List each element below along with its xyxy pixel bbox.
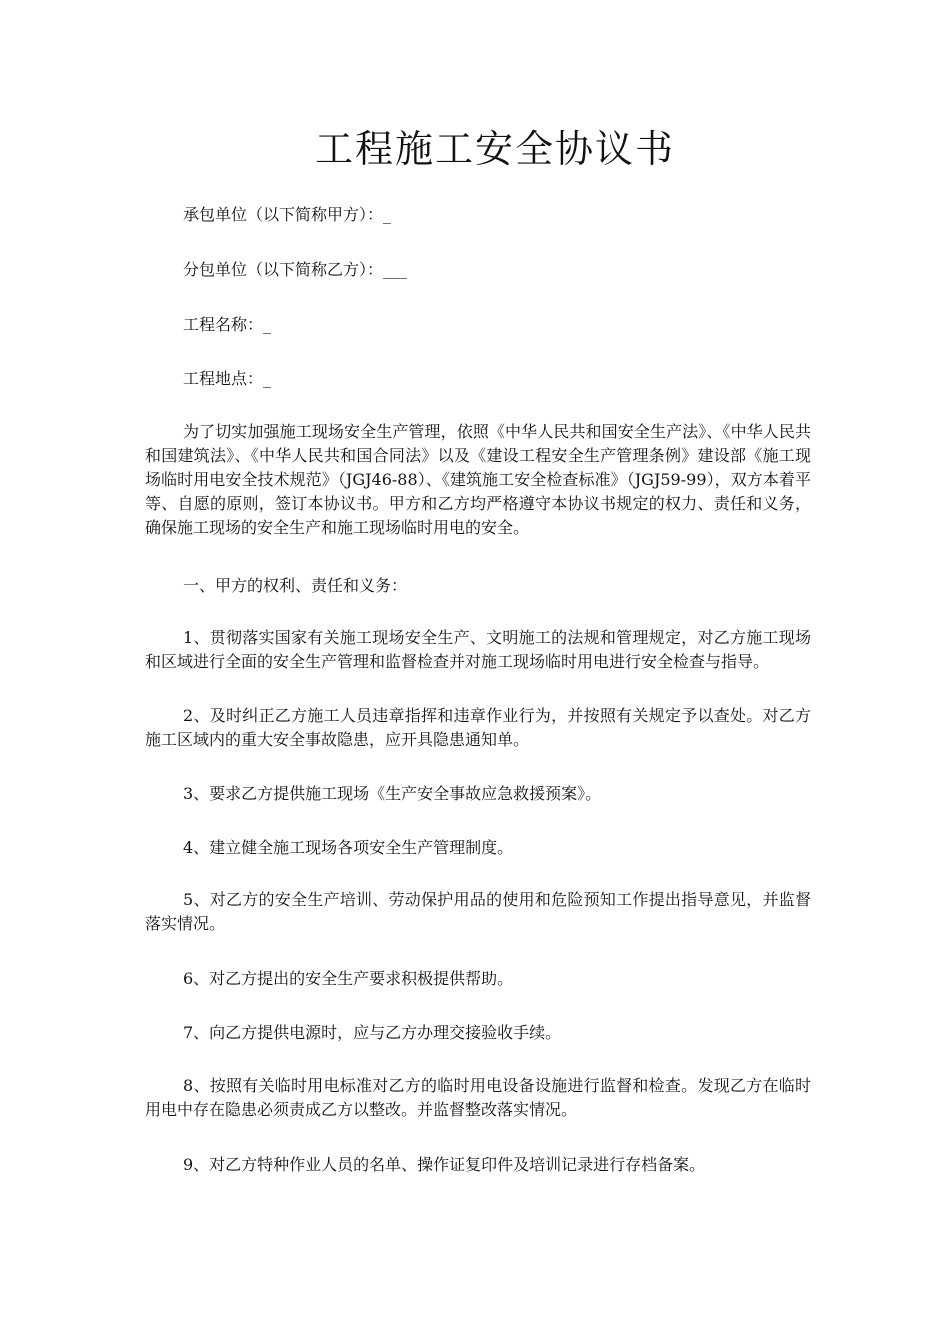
- list-item: 8、按照有关临时用电标准对乙方的临时用电设备设施进行监督和检查。发现乙方在临时用电中存在隐患必须责成乙方以整改。并监督整改落实情况。: [145, 1076, 811, 1119]
- list-item: 5、对乙方的安全生产培训、劳动保护用品的使用和危险预知工作提出指导意见，并监督落实情况。: [145, 890, 811, 933]
- list-item: 6、对乙方提出的安全生产要求积极提供帮助。: [183, 969, 514, 988]
- contractor-field: [183, 203, 391, 227]
- subcontractor-blank: ___: [383, 260, 408, 279]
- subcontractor-label: 分包单位（以下简称乙方）：: [183, 260, 384, 279]
- list-item: 7、向乙方提供电源时，应与乙方办理交接验收手续。: [183, 1023, 562, 1042]
- list-item: 1、贯彻落实国家有关施工现场安全生产、文明施工的法规和管理规定，对乙方施工现场和区域进行全面的安全生产管理和监督检查并对施工现场临时用电进行安全检查与指导。: [145, 628, 811, 671]
- project-name-field: [183, 313, 271, 337]
- list-item: 9、对乙方特种作业人员的名单、操作证复印件及培训记录进行存档备案。: [183, 1155, 706, 1174]
- subcontractor-field: [183, 258, 407, 282]
- document-title: 工程施工安全协议书: [314, 127, 675, 171]
- list-item: 2、及时纠正乙方施工人员违章指挥和违章作业行为，并按照有关规定予以查处。对乙方施工区域内的重大安全事故隐患，应开具隐患通知单。: [145, 706, 811, 749]
- list-item: 3、要求乙方提供施工现场《生产安全事故应急救援预案》。: [183, 784, 602, 803]
- preamble-paragraph: 为了切实加强施工现场安全生产管理，依照《中华人民共和国安全生产法》、《中华人民共和国建筑法》、《中华人民共和国合同法》以及《建设工程安全生产管理条例》建设部《施工现场临时用电安全技术规范》（JGJ46-88）、《建筑施工安全检查标准》（JGJ59-99），双方本着平等、自愿的原则，签订本协议书。甲方和乙方均严格遵守本协议书规定的权力、责任和义务，确保施工现场的安全生产和施工现场临时用电的安全。: [145, 422, 811, 537]
- contractor-blank: _: [383, 205, 392, 224]
- project-location-label: 工程地点：: [183, 369, 264, 388]
- section-heading: 一、甲方的权利、责任和义务：: [183, 576, 408, 595]
- project-name-label: 工程名称：: [183, 315, 264, 334]
- project-location-blank: _: [263, 369, 272, 388]
- contractor-label: 承包单位（以下简称甲方）：: [183, 205, 384, 224]
- list-item: 4、建立健全施工现场各项安全生产管理制度。: [183, 838, 514, 857]
- project-name-blank: _: [263, 315, 272, 334]
- project-location-field: [183, 367, 271, 391]
